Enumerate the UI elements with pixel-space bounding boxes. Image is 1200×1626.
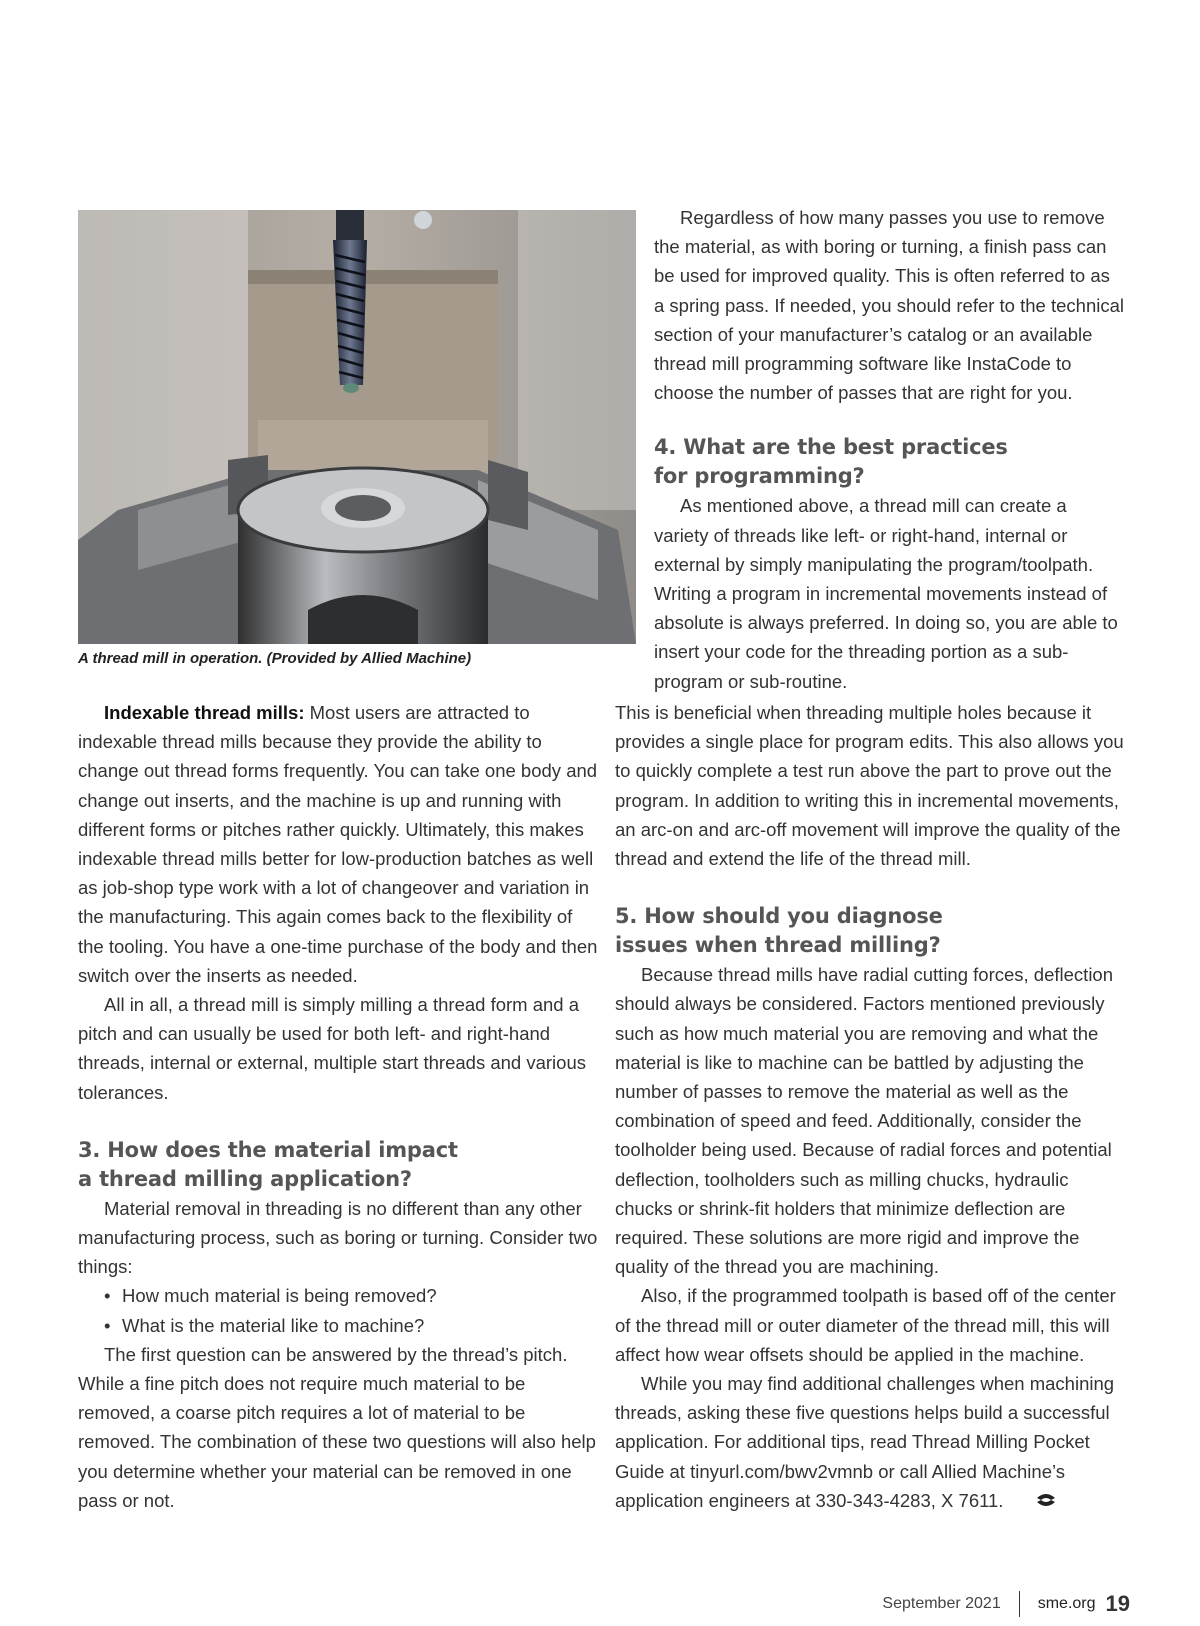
section-heading-5-line1: 5. How should you diagnose (615, 904, 943, 929)
list-item (78, 1281, 598, 1310)
paragraph-toolpath: Also, if the programmed toolpath is based off of the center of the thread mill or outer diameter of the thread mill, this will affect how wear offsets should be applied in the machine. (615, 1285, 1116, 1365)
right-column-bottom (615, 698, 1125, 1517)
paragraph-lead-in: Indexable thread mills: (104, 702, 305, 723)
bullet-list (78, 1281, 598, 1339)
page-number: 19 (1105, 1591, 1130, 1616)
page-footer (820, 1588, 1130, 1620)
left-column (78, 698, 598, 1515)
paragraph-programming-wrapped: As mentioned above, a thread mill can create a variety of threads like left- or right-hand, internal or external by simply manipulating the program/toolpath. Writing a program in incremental movements instead of absolute is always preferred. In doing so, you are able to insert your code for the threading portion as a sub-program or sub-routine. (654, 495, 1118, 692)
issue-date: September 2021 (882, 1595, 1001, 1612)
section-heading-5 (615, 902, 1125, 960)
section-heading-5-line2: issues when thread milling? (615, 933, 941, 958)
paragraph-conclusion-text: While you may find additional challenges when machining threads, asking these five questions helps build a successful application. For additional tips, read Thread Milling Pocket Guide at tinyurl.com/bwv2vmnb or call Allied Machine’s application engineers at 330-343-4283, X 7611. (615, 1373, 1115, 1511)
paragraph-indexable-thread-mills (78, 698, 598, 990)
paragraph-programming-continued: This is beneficial when threading multiple holes because it provides a single place for program edits. This also allows you to quickly complete a test run above the part to prove out the program. In addition to writing this in incremental movements, an arc-on and arc-off movement will improve the quality of the thread and extend the life of the thread mill. (615, 702, 1124, 870)
site-link[interactable]: sme.org (1037, 1595, 1096, 1612)
end-mark-icon (1009, 1487, 1057, 1516)
paragraph-passes: Regardless of how many passes you use to remove the material, as with boring or turning, a finish pass can be used for improved quality. This is often referred to as a spring pass. If needed, you should refer to the technical section of your manufacturer’s catalog or an available thread mill programming software like InstaCode to choose the number of passes that are right for you. (654, 207, 1124, 404)
figure-caption: A thread mill in operation. (Provided by Allied Machine) (78, 650, 472, 667)
bullet-icon: • (104, 1314, 111, 1336)
paragraph-text: Most users are attracted to indexable thread mills because they provide the ability to change out thread forms frequently. You can take one body and change out inserts, and the machine is up and running with different forms or pitches rather quickly. Ultimately, this makes indexable thread mills better for low-production batches as well as job-shop type work with a lot of changeover and variation in the manufacturing. This again comes back to the flexibility of the tooling. You have a one-time purchase of the body and then switch over the inserts as needed. (78, 702, 598, 986)
thread-mill-photo (78, 210, 636, 644)
section-heading-3 (78, 1136, 598, 1194)
paragraph-first-question: The first question can be answered by the thread’s pitch. While a fine pitch does not require much material to be removed, a coarse pitch requires a lot of material to be removed. The combination of these two questions will also help you determine whether your material can be removed in one pass or not. (78, 1343, 596, 1511)
section-heading-3-line2: a thread milling application? (78, 1166, 412, 1191)
list-item (78, 1311, 598, 1340)
paragraph-deflection: Because thread mills have radial cutting forces, deflection should always be considered. Factors mentioned previously such as how much material you are removing and what the material is like to machine can be battled by adjusting the number of passes to remove the material as well as the combination of speed and feed. Additionally, consider the toolholder being used. Because of radial forces and potential deflection, toolholders such as milling chucks, hydraulic chucks or shrink-fit holders that minimize deflection are required. These solutions are more rigid and improve the quality of the thread you are machining. (615, 964, 1114, 1278)
section-heading-3-line1: 3. How does the material impact (78, 1137, 458, 1162)
section-heading-4 (654, 433, 1124, 491)
section-heading-4-line2: for programming? (654, 464, 865, 489)
paragraph-all-in-all: All in all, a thread mill is simply milling a thread form and a pitch and can usually be used for both left- and right-hand threads, internal or external, multiple start threads and various tolerances. (78, 994, 586, 1103)
bullet-icon: • (104, 1285, 111, 1307)
list-item-text: How much material is being removed? (122, 1285, 437, 1307)
paragraph-conclusion (615, 1369, 1125, 1517)
footer-divider (1019, 1591, 1020, 1617)
right-column-top (654, 203, 1124, 696)
list-item-text: What is the material like to machine? (122, 1314, 425, 1336)
section-heading-4-line1: 4. What are the best practices (654, 435, 1008, 460)
paragraph-material-removal: Material removal in threading is no different than any other manufacturing process, such as boring or turning. Consider two things: (78, 1197, 598, 1278)
